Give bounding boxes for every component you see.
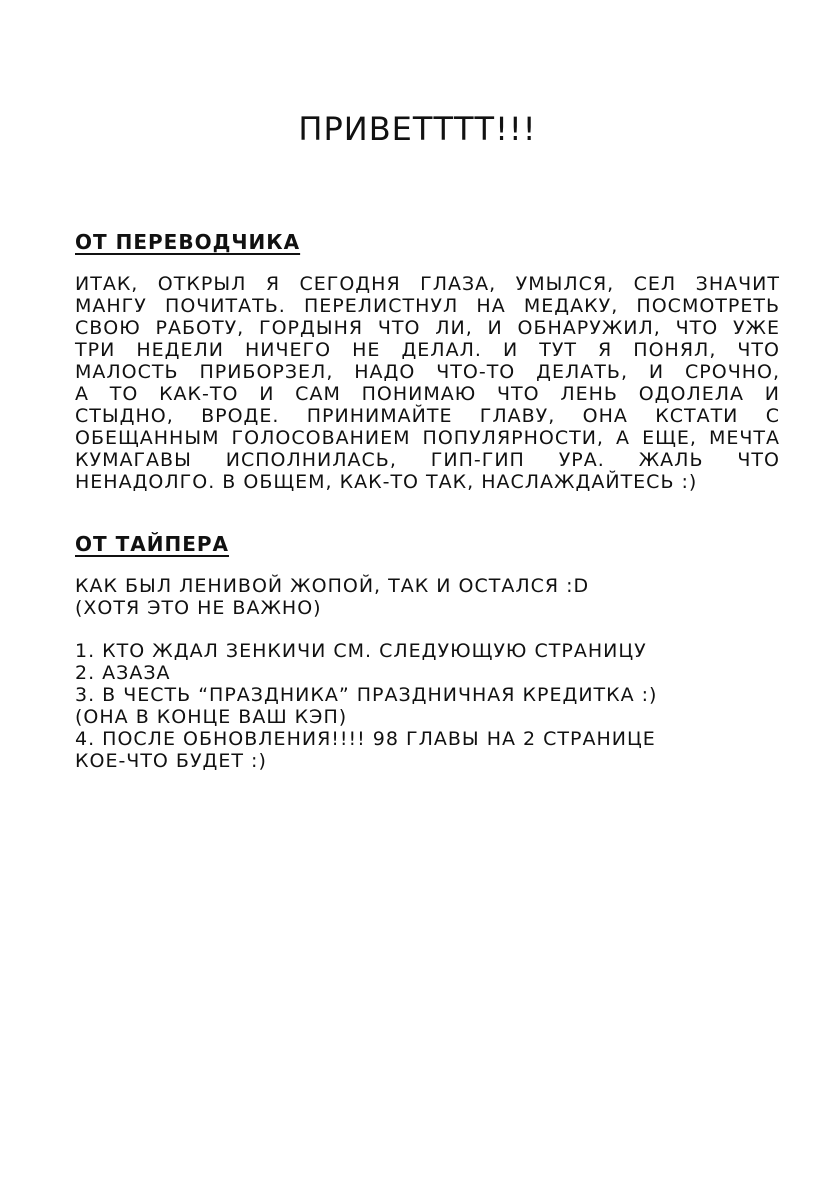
typer-list-item: 3. В ЧЕСТЬ “ПРАЗДНИКА” ПРАЗДНИЧНАЯ КРЕДИТКА :) — [75, 684, 658, 706]
translator-note — [75, 273, 780, 493]
typer-list — [75, 640, 657, 772]
typer-list-item: 2. АЗАЗА — [75, 662, 171, 684]
typer-list-item: КОЕ-ЧТО БУДЕТ :) — [75, 750, 267, 772]
typer-heading: ОТ ТАЙПЕРА — [75, 532, 230, 556]
typer-intro-line: (ХОТЯ ЭТО НЕ ВАЖНО) — [75, 597, 322, 619]
typer-list-item: 1. КТО ЖДАЛ ЗЕНКИЧИ СМ. СЛЕДУЮЩУЮ СТРАНИЦУ — [75, 640, 647, 662]
translator-line: КУМАГАВЫ ИСПОЛНИЛАСЬ, ГИП-ГИП УРА. ЖАЛЬ ЧТО — [75, 449, 780, 471]
translator-line: ТРИ НЕДЕЛИ НИЧЕГО НЕ ДЕЛАЛ. И ТУТ Я ПОНЯЛ, ЧТО — [75, 339, 780, 361]
translator-line: СВОЮ РАБОТУ, ГОРДЫНЯ ЧТО ЛИ, И ОБНАРУЖИЛ, ЧТО УЖЕ — [75, 317, 780, 339]
translator-line: НЕНАДОЛГО. В ОБЩЕМ, КАК-ТО ТАК, НАСЛАЖДАЙТЕСЬ :) — [75, 471, 698, 493]
typer-list-item: 4. ПОСЛЕ ОБНОВЛЕНИЯ!!!! 98 ГЛАВЫ НА 2 СТРАНИЦЕ — [75, 728, 656, 750]
page-title: ПРИВЕТТТТ!!! — [298, 110, 537, 148]
typer-intro — [75, 575, 589, 619]
translator-line: МАНГУ ПОЧИТАТЬ. ПЕРЕЛИСТНУЛ НА МЕДАКУ, ПОСМОТРЕТЬ — [75, 295, 780, 317]
translator-line: МАЛОСТЬ ПРИБОРЗЕЛ, НАДО ЧТО-ТО ДЕЛАТЬ, И СРОЧНО, — [75, 361, 780, 383]
translator-line: ОБЕЩАННЫМ ГОЛОСОВАНИЕМ ПОПУЛЯРНОСТИ, А ЕЩЕ, МЕЧТА — [75, 427, 780, 449]
translator-line: ИТАК, ОТКРЫЛ Я СЕГОДНЯ ГЛАЗА, УМЫЛСЯ, СЕЛ ЗНАЧИТ — [75, 273, 780, 295]
translator-heading: ОТ ПЕРЕВОДЧИКА — [75, 230, 301, 254]
translator-line: А ТО КАК-ТО И САМ ПОНИМАЮ ЧТО ЛЕНЬ ОДОЛЕЛА И — [75, 383, 780, 405]
translator-line: СТЫДНО, ВРОДЕ. ПРИНИМАЙТЕ ГЛАВУ, ОНА КСТАТИ С — [75, 405, 780, 427]
typer-list-item: (ОНА В КОНЦЕ ВАШ КЭП) — [75, 706, 348, 728]
typer-intro-line: КАК БЫЛ ЛЕНИВОЙ ЖОПОЙ, ТАК И ОСТАЛСЯ :D — [75, 575, 590, 597]
